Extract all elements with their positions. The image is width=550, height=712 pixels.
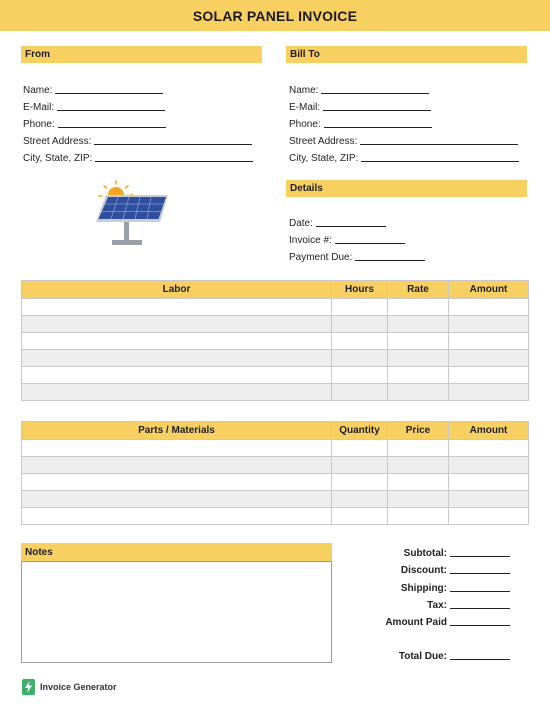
details-header: Details: [286, 180, 527, 197]
payment-due-label: Payment Due:: [289, 252, 353, 263]
amount-cell[interactable]: [449, 491, 529, 508]
amount-cell[interactable]: [449, 457, 529, 474]
amount-col-header: Amount: [449, 281, 529, 299]
table-row: [22, 474, 529, 491]
total-due-line[interactable]: [450, 659, 510, 660]
labor-cell[interactable]: [22, 299, 332, 316]
invoice-number-line[interactable]: [335, 243, 405, 244]
notes-textarea[interactable]: [21, 561, 332, 663]
shipping-label: Shipping:: [400, 583, 447, 594]
total-due-row[interactable]: [367, 648, 510, 662]
labor-cell[interactable]: [22, 333, 332, 350]
table-row: [22, 367, 529, 384]
rate-cell[interactable]: [388, 367, 449, 384]
from-phone-line[interactable]: [58, 127, 166, 128]
from-phone-row[interactable]: [23, 113, 253, 130]
amount-cell[interactable]: [449, 508, 529, 525]
date-label: Date:: [289, 218, 313, 229]
bill-email-row[interactable]: [289, 96, 519, 113]
parts-col-header: Parts / Materials: [22, 422, 332, 440]
quantity-cell[interactable]: [332, 474, 388, 491]
rate-cell[interactable]: [388, 333, 449, 350]
price-cell[interactable]: [388, 440, 449, 457]
footer-brand[interactable]: [22, 679, 117, 695]
bill-to-fields: [289, 79, 519, 164]
from-email-row[interactable]: [23, 96, 253, 113]
bill-phone-line[interactable]: [324, 127, 432, 128]
price-cell[interactable]: [388, 491, 449, 508]
from-street-label: Street Address:: [23, 136, 92, 147]
bill-email-line[interactable]: [323, 110, 431, 111]
panel-base: [112, 240, 142, 245]
panel-cells: [99, 197, 167, 219]
details-fields: [289, 212, 425, 263]
bill-city-line[interactable]: [361, 161, 519, 162]
price-cell[interactable]: [388, 508, 449, 525]
from-city-row[interactable]: [23, 147, 253, 164]
labor-cell[interactable]: [22, 316, 332, 333]
bill-name-row[interactable]: [289, 79, 519, 96]
table-row: [22, 333, 529, 350]
rate-col-header: Rate: [388, 281, 449, 299]
date-row[interactable]: [289, 212, 425, 229]
quantity-cell[interactable]: [332, 508, 388, 525]
parts-body: [22, 440, 529, 525]
bill-phone-label: Phone:: [289, 119, 321, 130]
amount-cell[interactable]: [449, 333, 529, 350]
price-col-header: Price: [388, 422, 449, 440]
hours-col-header: Hours: [332, 281, 388, 299]
amount-paid-line[interactable]: [450, 625, 510, 626]
parts-table: [21, 421, 529, 525]
lightning-bolt-icon: [22, 679, 35, 695]
bill-street-row[interactable]: [289, 130, 519, 147]
amount-cell[interactable]: [449, 440, 529, 457]
notes-header: Notes: [21, 543, 332, 561]
bill-street-label: Street Address:: [289, 136, 358, 147]
labor-col-header: Labor: [22, 281, 332, 299]
table-row: [22, 350, 529, 367]
quantity-cell[interactable]: [332, 491, 388, 508]
from-city-line[interactable]: [95, 161, 253, 162]
from-name-label: Name:: [23, 85, 53, 96]
shipping-row[interactable]: [367, 580, 510, 594]
bill-name-line[interactable]: [321, 93, 429, 94]
invoice-number-label: Invoice #:: [289, 235, 332, 246]
amount-cell[interactable]: [449, 474, 529, 491]
from-name-row[interactable]: [23, 79, 253, 96]
amount-cell[interactable]: [449, 367, 529, 384]
rate-cell[interactable]: [388, 299, 449, 316]
hours-cell[interactable]: [332, 350, 388, 367]
subtotal-row[interactable]: [367, 545, 510, 559]
table-row: [22, 316, 529, 333]
table-row: [22, 299, 529, 316]
part-cell[interactable]: [22, 440, 332, 457]
panel-post: [124, 222, 129, 241]
discount-line[interactable]: [450, 573, 510, 574]
table-row: [22, 508, 529, 525]
parts-amount-col-header: Amount: [449, 422, 529, 440]
labor-cell[interactable]: [22, 367, 332, 384]
hours-cell[interactable]: [332, 384, 388, 401]
subtotal-line[interactable]: [450, 556, 510, 557]
total-due-label: Total Due:: [398, 651, 447, 662]
parts-header-row: [22, 422, 529, 440]
amount-cell[interactable]: [449, 384, 529, 401]
hours-cell[interactable]: [332, 299, 388, 316]
bill-city-row[interactable]: [289, 147, 519, 164]
from-city-label: City, State, ZIP:: [23, 153, 93, 164]
hours-cell[interactable]: [332, 316, 388, 333]
bill-to-header: Bill To: [286, 46, 527, 63]
table-row: [22, 491, 529, 508]
hours-cell[interactable]: [332, 333, 388, 350]
bill-street-line[interactable]: [360, 144, 518, 145]
bill-city-label: City, State, ZIP:: [289, 153, 359, 164]
discount-label: Discount:: [400, 565, 447, 576]
hours-cell[interactable]: [332, 367, 388, 384]
labor-body: [22, 299, 529, 401]
subtotal-label: Subtotal:: [403, 548, 447, 559]
part-cell[interactable]: [22, 457, 332, 474]
payment-due-line[interactable]: [355, 260, 425, 261]
tax-row[interactable]: [367, 597, 510, 611]
brand-name: Invoice Generator: [40, 682, 117, 692]
quantity-cell[interactable]: [332, 440, 388, 457]
part-cell[interactable]: [22, 491, 332, 508]
from-header: From: [21, 46, 262, 63]
from-street-row[interactable]: [23, 130, 253, 147]
rate-cell[interactable]: [388, 384, 449, 401]
from-fields: [23, 79, 253, 164]
part-cell[interactable]: [22, 474, 332, 491]
tax-label: Tax:: [427, 600, 447, 611]
labor-cell[interactable]: [22, 384, 332, 401]
amount-cell[interactable]: [449, 316, 529, 333]
date-line[interactable]: [316, 226, 386, 227]
amount-cell[interactable]: [449, 350, 529, 367]
invoice-title: SOLAR PANEL INVOICE: [0, 0, 550, 31]
labor-cell[interactable]: [22, 350, 332, 367]
bill-phone-row[interactable]: [289, 113, 519, 130]
labor-table: [21, 280, 529, 401]
payment-due-row[interactable]: [289, 246, 425, 263]
from-phone-label: Phone:: [23, 119, 55, 130]
solar-panel-with-sun-icon: [90, 178, 170, 252]
price-cell[interactable]: [388, 474, 449, 491]
discount-row[interactable]: [367, 562, 510, 576]
amount-paid-row[interactable]: [367, 614, 510, 628]
bill-name-label: Name:: [289, 85, 319, 96]
table-row: [22, 457, 529, 474]
tax-line[interactable]: [450, 608, 510, 609]
rate-cell[interactable]: [388, 350, 449, 367]
price-cell[interactable]: [388, 457, 449, 474]
bill-email-label: E-Mail:: [289, 102, 321, 113]
from-email-line[interactable]: [57, 110, 165, 111]
amount-cell[interactable]: [449, 299, 529, 316]
part-cell[interactable]: [22, 508, 332, 525]
rate-cell[interactable]: [388, 316, 449, 333]
invoice-number-row[interactable]: [289, 229, 425, 246]
quantity-col-header: Quantity: [332, 422, 388, 440]
amount-paid-label: Amount Paid: [385, 617, 447, 628]
from-name-line[interactable]: [55, 93, 163, 94]
labor-header-row: [22, 281, 529, 299]
from-street-line[interactable]: [94, 144, 252, 145]
quantity-cell[interactable]: [332, 457, 388, 474]
table-row: [22, 384, 529, 401]
shipping-line[interactable]: [450, 591, 510, 592]
table-row: [22, 440, 529, 457]
from-email-label: E-Mail:: [23, 102, 55, 113]
